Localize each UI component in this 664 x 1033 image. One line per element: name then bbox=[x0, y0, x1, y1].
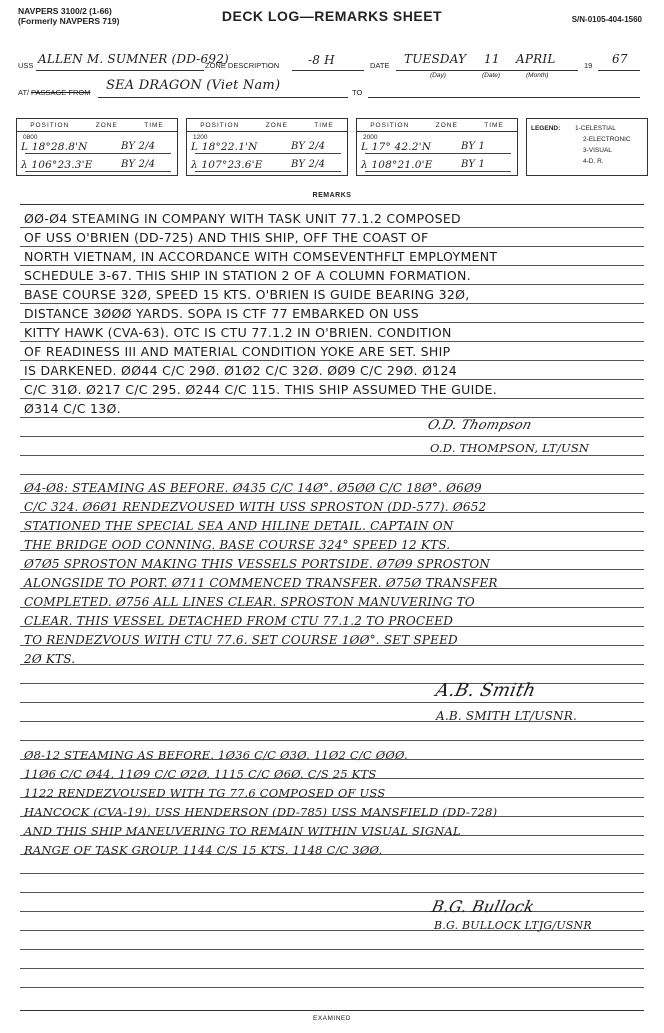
ruled-line bbox=[20, 246, 644, 247]
year-underline bbox=[598, 70, 640, 71]
legend-item: 2-ELECTRONIC bbox=[583, 136, 631, 143]
page-title: DECK LOG—REMARKS SHEET bbox=[221, 8, 443, 24]
at-label: AT/ bbox=[18, 88, 30, 97]
remarks-line: CLEAR. THIS VESSEL DETACHED FROM CTU 77.1.2 TO PROCEED bbox=[24, 614, 454, 628]
box-head-position: POSITION bbox=[30, 121, 70, 129]
signer-bullock: B.G. BULLOCK LTJG/USNR bbox=[434, 919, 592, 932]
ruled-line bbox=[20, 379, 644, 380]
remarks-top-rule bbox=[20, 204, 644, 205]
uss-label: USS bbox=[18, 61, 34, 70]
remarks-line: IS DARKENED. ØØ44 C/C 29Ø. Ø1Ø2 C/C 32Ø. ØØ9 C/C 29Ø. Ø124 bbox=[24, 363, 457, 378]
ruled-line bbox=[20, 474, 644, 475]
zone-label: ZONE DESCRIPTION bbox=[205, 61, 280, 70]
box-head-position: POSITION bbox=[200, 121, 240, 129]
legend-item: 3-VISUAL bbox=[583, 147, 612, 154]
ruled-line bbox=[20, 683, 644, 684]
box-longitude: λ 108°21.0'E bbox=[361, 159, 433, 171]
remarks-line: ALONGSIDE TO PORT. Ø711 COMMENCED TRANSFER. Ø75Ø TRANSFER bbox=[24, 576, 498, 590]
remarks-line: NORTH VIETNAM, IN ACCORDANCE WITH COMSEVENTHFLT EMPLOYMENT bbox=[24, 249, 498, 264]
signature-bullock: B.G. Bullock bbox=[429, 897, 537, 916]
date-underline bbox=[396, 70, 578, 71]
remarks-line: 2Ø KTS. bbox=[24, 652, 76, 666]
zone-value: -8 H bbox=[308, 53, 335, 67]
legend-item: 4-D. R. bbox=[583, 158, 604, 165]
zone-underline bbox=[292, 70, 364, 71]
box-head-zone: ZONE bbox=[95, 121, 118, 129]
remarks-line: TO RENDEZVOUS WITH CTU 77.6. SET COURSE 1ØØ°. SET SPEED bbox=[24, 633, 458, 647]
year-prefix: 19 bbox=[584, 61, 593, 70]
date-caption: (Date) bbox=[482, 72, 501, 79]
box-longitude: λ 107°23.6'E bbox=[191, 159, 263, 171]
box-head-time: TIME bbox=[484, 121, 504, 129]
remarks-line: THE BRIDGE OOD CONNING. BASE COURSE 324° SPEED 12 KTS. bbox=[24, 538, 451, 552]
box-head-time: TIME bbox=[314, 121, 334, 129]
ruled-line bbox=[20, 227, 644, 228]
former-number: (Formerly NAVPERS 719) bbox=[18, 16, 120, 26]
month-caption: (Month) bbox=[526, 72, 549, 79]
box-longitude-by: BY 1 bbox=[461, 159, 486, 170]
box-time: 1200 bbox=[193, 134, 208, 141]
box-latitude: L 18°28.8'N bbox=[21, 141, 88, 153]
box-time: 2000 bbox=[363, 134, 378, 141]
box-head-time: TIME bbox=[144, 121, 164, 129]
form-number: NAVPERS 3100/2 (1-66) bbox=[18, 6, 112, 16]
remarks-line: C/C 324. Ø6Ø1 RENDEZVOUSED WITH USS SPROSTON (DD-577). Ø652 bbox=[24, 500, 487, 514]
ruled-line bbox=[20, 322, 644, 323]
month-value: APRIL bbox=[516, 52, 556, 66]
position-box-2000 bbox=[356, 118, 518, 176]
ruled-line bbox=[20, 968, 644, 969]
ruled-line bbox=[20, 949, 644, 950]
box-latitude-by: BY 2/4 bbox=[291, 141, 326, 152]
day-caption: (Day) bbox=[430, 72, 446, 79]
examined-label: EXAMINED bbox=[313, 1015, 351, 1022]
location-value: SEA DRAGON (Viet Nam) bbox=[106, 78, 281, 93]
legend-label: LEGEND: bbox=[531, 125, 561, 132]
ship-name-underline bbox=[36, 70, 204, 71]
ruled-line bbox=[20, 987, 644, 988]
ruled-line bbox=[20, 911, 644, 912]
remarks-line: ØØ-Ø4 STEAMING IN COMPANY WITH TASK UNIT 77.1.2 COMPOSED bbox=[24, 211, 461, 226]
remarks-line: STATIONED THE SPECIAL SEA AND HILINE DETAIL. CAPTAIN ON bbox=[24, 519, 454, 533]
position-box-1200 bbox=[186, 118, 348, 176]
remarks-line: AND THIS SHIP MANEUVERING TO REMAIN WITHIN VISUAL SIGNAL bbox=[24, 824, 461, 838]
ruled-line bbox=[20, 436, 644, 437]
remarks-bottom-rule bbox=[20, 1010, 644, 1011]
box-head-zone: ZONE bbox=[265, 121, 288, 129]
ruled-line bbox=[20, 892, 644, 893]
stock-number: S/N-0105-404-1560 bbox=[571, 15, 642, 24]
box-longitude-by: BY 2/4 bbox=[121, 159, 156, 170]
ruled-line bbox=[20, 303, 644, 304]
remarks-line: KITTY HAWK (CVA-63). OTC IS CTU 77.1.2 IN O'BRIEN. CONDITION bbox=[24, 325, 452, 340]
remarks-label: REMARKS bbox=[312, 192, 352, 199]
box-time: 0800 bbox=[23, 134, 38, 141]
ship-name: ALLEN M. SUMNER (DD-692) bbox=[38, 52, 229, 66]
passage-from-label: PASSAGE FROM bbox=[31, 88, 91, 97]
box-head-zone: ZONE bbox=[435, 121, 458, 129]
signer-smith: A.B. SMITH LT/USNR. bbox=[436, 709, 577, 723]
remarks-line: RANGE OF TASK GROUP. 1144 C/S 15 KTS. 1148 C/C 3ØØ. bbox=[24, 843, 383, 857]
remarks-line: BASE COURSE 32Ø, SPEED 15 KTS. O'BRIEN IS GUIDE BEARING 32Ø, bbox=[24, 287, 470, 302]
legend-box bbox=[526, 118, 648, 176]
box-latitude-by: BY 2/4 bbox=[121, 141, 156, 152]
remarks-line: COMPLETED. Ø756 ALL LINES CLEAR. SPROSTON MANUVERING TO bbox=[24, 595, 475, 609]
remarks-line: DISTANCE 3ØØØ YARDS. SOPA IS CTF 77 EMBARKED ON USS bbox=[24, 306, 419, 321]
remarks-line: Ø4-Ø8: STEAMING AS BEFORE. Ø435 C/C 14Ø°. Ø5ØØ C/C 18Ø°. Ø6Ø9 bbox=[24, 481, 482, 495]
location-underline bbox=[98, 97, 348, 98]
to-underline bbox=[368, 97, 640, 98]
remarks-line: Ø314 C/C 13Ø. bbox=[24, 401, 121, 416]
remarks-line: 11Ø6 C/C Ø44. 11Ø9 C/C Ø2Ø. 1115 C/C Ø6Ø. C/S 25 KTS bbox=[24, 767, 377, 781]
box-latitude-by: BY 1 bbox=[461, 141, 486, 152]
ruled-line bbox=[20, 702, 644, 703]
ruled-line bbox=[20, 417, 644, 418]
remarks-line: Ø8-12 STEAMING AS BEFORE. 1Ø36 C/C Ø3Ø. 11Ø2 C/C ØØØ. bbox=[24, 748, 408, 762]
ruled-line bbox=[20, 341, 644, 342]
ruled-line bbox=[20, 398, 644, 399]
ruled-line bbox=[20, 360, 644, 361]
legend-item: 1-CELESTIAL bbox=[575, 125, 616, 132]
ruled-line bbox=[20, 284, 644, 285]
ruled-line bbox=[20, 455, 644, 456]
remarks-line: 1122 RENDEZVOUSED WITH TG 77.6 COMPOSED OF USS bbox=[24, 786, 386, 800]
position-box-0800 bbox=[16, 118, 178, 176]
day-value: TUESDAY bbox=[404, 52, 467, 66]
remarks-line: HANCOCK (CVA-19), USS HENDERSON (DD-785) USS MANSFIELD (DD-728) bbox=[24, 805, 498, 819]
signature-smith: A.B. Smith bbox=[433, 680, 538, 701]
remarks-line: OF READINESS III AND MATERIAL CONDITION YOKE ARE SET. SHIP bbox=[24, 344, 451, 359]
ruled-line bbox=[20, 873, 644, 874]
remarks-line: SCHEDULE 3-67. THIS SHIP IN STATION 2 OF A COLUMN FORMATION. bbox=[24, 268, 471, 283]
remarks-line: C/C 31Ø. Ø217 C/C 295. Ø244 C/C 115. THIS SHIP ASSUMED THE GUIDE. bbox=[24, 382, 498, 397]
ruled-line bbox=[20, 740, 644, 741]
to-label: TO bbox=[352, 88, 363, 97]
year-value: 67 bbox=[612, 52, 628, 66]
ruled-line bbox=[20, 265, 644, 266]
date-label: DATE bbox=[370, 61, 390, 70]
box-latitude: L 18°22.1'N bbox=[191, 141, 258, 153]
box-latitude: L 17° 42.2'N bbox=[361, 141, 432, 153]
box-longitude: λ 106°23.3'E bbox=[21, 159, 93, 171]
remarks-line: Ø7Ø5 SPROSTON MAKING THIS VESSELS PORTSIDE. Ø7Ø9 SPROSTON bbox=[24, 557, 491, 571]
signature-thompson: O.D. Thompson bbox=[425, 418, 534, 433]
box-head-position: POSITION bbox=[370, 121, 410, 129]
remarks-line: OF USS O'BRIEN (DD-725) AND THIS SHIP, OFF THE COAST OF bbox=[24, 230, 429, 245]
ruled-line bbox=[20, 664, 644, 665]
box-longitude-by: BY 2/4 bbox=[291, 159, 326, 170]
date-value: 11 bbox=[484, 52, 500, 66]
signer-thompson: O.D. THOMPSON, LT/USN bbox=[430, 441, 590, 455]
